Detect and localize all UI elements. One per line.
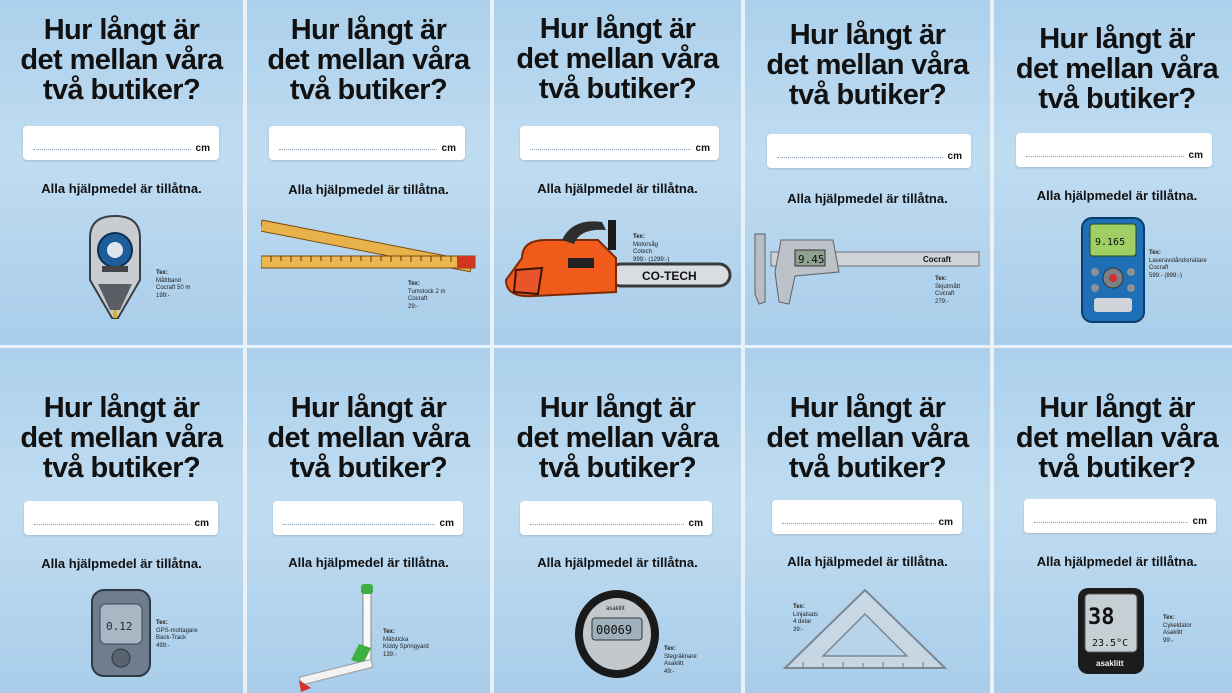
rules-note: Alla hjälpmedel är tillåtna.: [787, 554, 948, 569]
dotted-line: [777, 157, 943, 158]
folding-ruler-icon: [261, 218, 477, 276]
headline: Hur långt är det mellan våra två butiker?: [267, 392, 470, 484]
answer-field[interactable]: cm: [269, 126, 465, 160]
product-caption: Tex: Tumstock 2 m Cocraft 29:-: [408, 281, 446, 310]
answer-field[interactable]: cm: [1016, 133, 1212, 167]
svg-text:asaklitt: asaklitt: [606, 606, 625, 612]
dotted-line: [530, 524, 684, 525]
poster-chainsaw: [494, 0, 741, 345]
dotted-line: [782, 523, 934, 524]
rules-note: Alla hjälpmedel är tillåtna.: [537, 555, 698, 570]
headline: Hur långt är det mellan våra två butiker?: [766, 19, 969, 111]
svg-text:asaklitt: asaklitt: [1096, 659, 1124, 668]
product-caption: Tex: Motorsåg Cotech 999:- (1299:-): [633, 234, 670, 263]
dotted-line: [33, 149, 191, 150]
poster-folding-ruler: [247, 0, 490, 345]
poster-caliper: [745, 0, 990, 345]
headline: Hur långt är det mellan våra två butiker?: [1015, 392, 1219, 484]
rules-note: Alla hjälpmedel är tillåtna.: [41, 556, 202, 571]
dotted-line: [34, 524, 190, 525]
poster-pedometer: [494, 348, 741, 693]
tape-measure-icon: [84, 210, 146, 322]
svg-text:00069: 00069: [596, 623, 633, 637]
product-caption: Tex: Linjalsats 4 delar 39:-: [793, 604, 819, 633]
laser-distance-meter-icon: [1080, 216, 1146, 324]
pedometer-icon: [572, 588, 662, 684]
answer-field[interactable]: cm: [520, 126, 719, 160]
answer-field[interactable]: cm: [23, 126, 219, 160]
headline: Hur långt är det mellan våra två butiker?: [516, 13, 719, 105]
dotted-line: [279, 149, 437, 150]
product-caption: Tex: Laseravståndsmätare Cocraft 599:- (899:-): [1149, 250, 1207, 279]
rules-note: Alla hjälpmedel är tillåtna.: [1036, 554, 1198, 569]
rules-note: Alla hjälpmedel är tillåtna.: [41, 181, 202, 196]
svg-text:CO-TECH: CO-TECH: [642, 269, 697, 283]
measuring-stick-icon: [297, 584, 377, 692]
svg-text:38: 38: [1088, 605, 1115, 630]
answer-field[interactable]: cm: [772, 500, 962, 534]
product-caption: Tex: Mätsticka Kiddy Springyard 139:-: [383, 629, 429, 658]
product-caption: Tex: Cykeldator Asaklitt 99:-: [1163, 615, 1192, 644]
answer-field[interactable]: cm: [1024, 499, 1216, 533]
product-caption: Tex: GPS-mottagare Back-Track 499:-: [156, 620, 198, 649]
dotted-line: [530, 149, 691, 150]
headline: Hur långt är det mellan våra två butiker?: [766, 392, 969, 484]
poster-laser-meter: [994, 0, 1232, 345]
answer-field[interactable]: cm: [273, 501, 463, 535]
svg-text:23.5°C: 23.5°C: [1092, 638, 1129, 649]
dotted-line: [1026, 156, 1184, 157]
rules-note: Alla hjälpmedel är tillåtna.: [787, 191, 948, 206]
answer-field[interactable]: cm: [24, 501, 218, 535]
chainsaw-icon: [502, 218, 734, 306]
svg-text:Cocraft: Cocraft: [923, 255, 952, 264]
poster-set-square: [745, 348, 990, 693]
rules-note: Alla hjälpmedel är tillåtna.: [537, 181, 698, 196]
headline: Hur långt är det mellan våra två butiker?: [20, 392, 223, 484]
bike-computer-icon: [1076, 586, 1146, 676]
headline: Hur långt är det mellan våra två butiker?: [516, 392, 719, 484]
rules-note: Alla hjälpmedel är tillåtna.: [288, 182, 449, 197]
dotted-line: [1034, 522, 1188, 523]
poster-tape-measure: [0, 0, 243, 345]
svg-text:9.165: 9.165: [1095, 237, 1126, 248]
headline: Hur långt är det mellan våra två butiker?: [1015, 23, 1219, 115]
product-caption: Tex: Stegräknare Asaklitt 49:-: [664, 646, 697, 675]
poster-measuring-stick: [247, 348, 490, 693]
poster-bike-computer: [994, 348, 1232, 693]
answer-field[interactable]: cm: [767, 134, 971, 168]
product-caption: Tex: Måttband Cocraft 50 m 199:-: [156, 270, 191, 299]
rules-note: Alla hjälpmedel är tillåtna.: [1036, 188, 1198, 203]
svg-text:9.45: 9.45: [798, 253, 825, 266]
answer-field[interactable]: cm: [520, 501, 712, 535]
headline: Hur långt är det mellan våra två butiker?: [20, 14, 223, 106]
product-caption: Tex: Skjutmått Cocraft 279:-: [935, 276, 961, 305]
rules-note: Alla hjälpmedel är tillåtna.: [288, 555, 449, 570]
svg-text:0.12: 0.12: [106, 620, 133, 633]
poster-gps: [0, 348, 243, 693]
dotted-line: [283, 524, 435, 525]
headline: Hur långt är det mellan våra två butiker?: [267, 14, 470, 106]
gps-receiver-icon: [90, 588, 152, 678]
